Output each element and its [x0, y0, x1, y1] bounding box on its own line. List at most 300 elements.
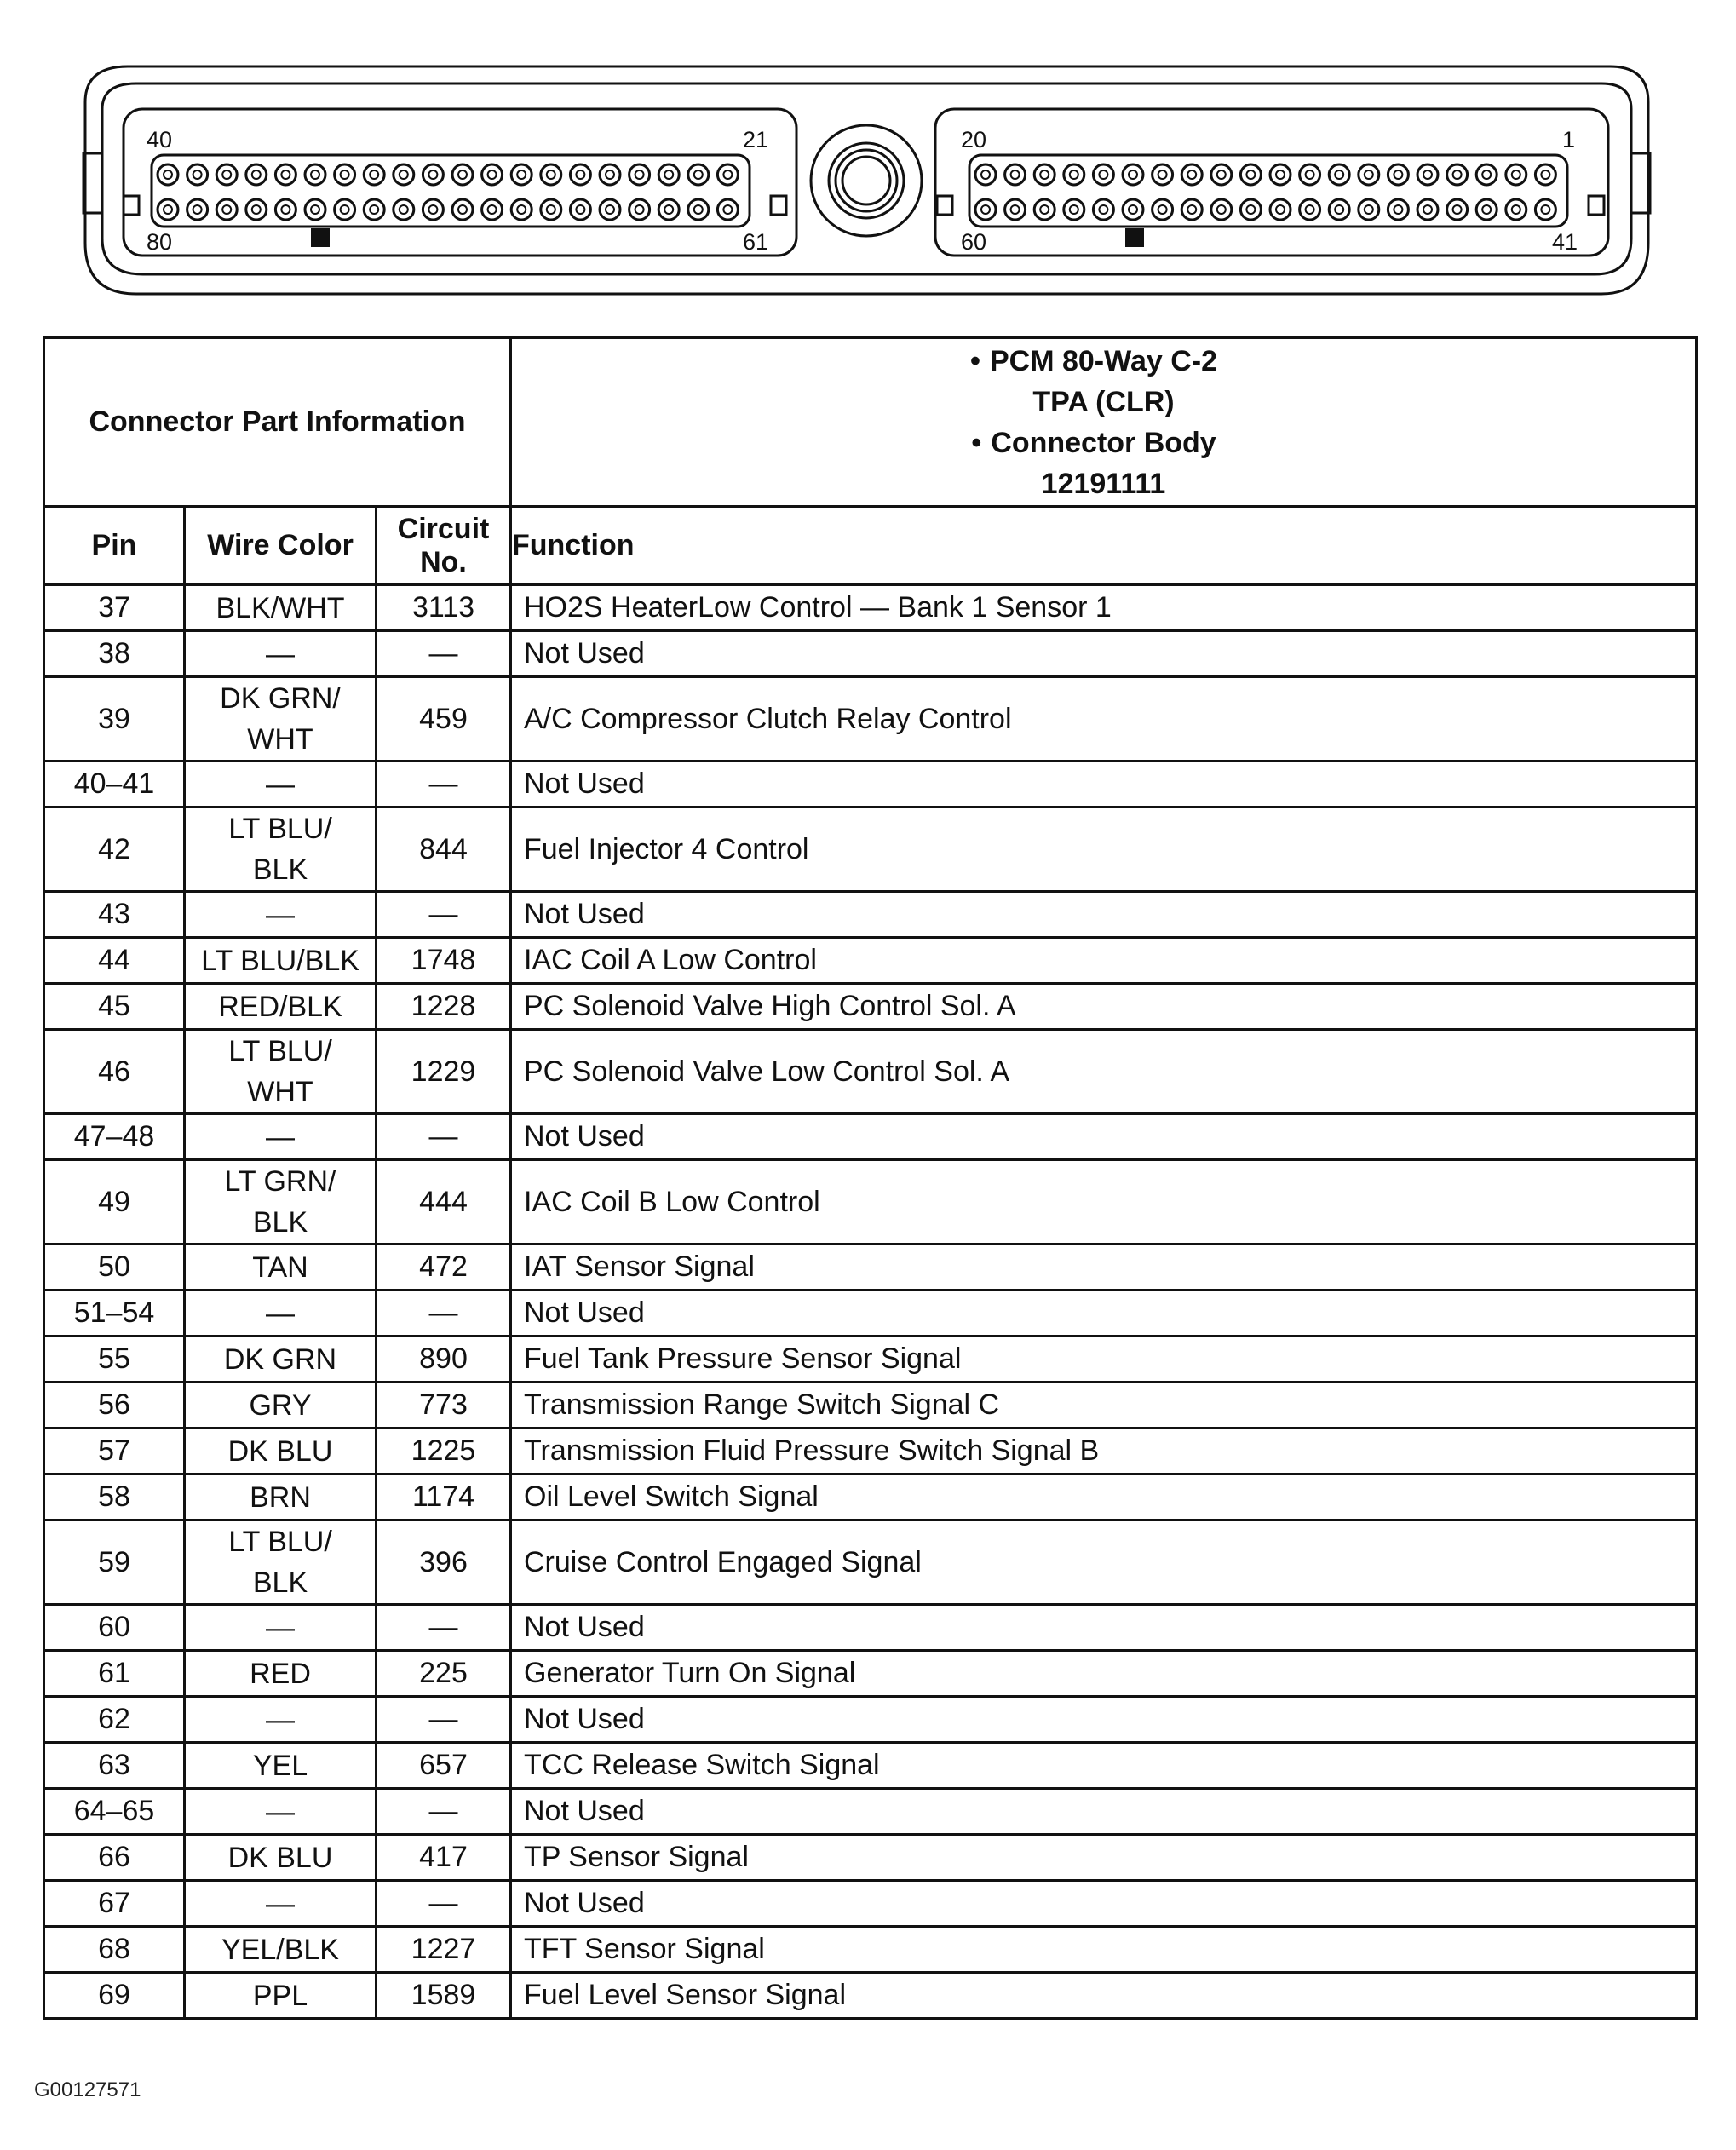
- table-row: [44, 1973, 1697, 2019]
- left-bottom-pin-hole: [341, 205, 349, 214]
- wire-color-text: DK GRN: [223, 1342, 337, 1376]
- function-cell: Not Used: [511, 1605, 1697, 1651]
- left-top-pin-hole: [341, 170, 349, 179]
- right-bottom-pin: [1506, 199, 1526, 220]
- circuit-cell: 444: [377, 1160, 511, 1245]
- right-top-pin: [1535, 164, 1555, 185]
- left-top-pin-hole: [164, 170, 172, 179]
- right-bottom-pin-hole: [1040, 205, 1049, 214]
- wire-color-text: LT GRN/: [224, 1165, 336, 1198]
- table-row: [44, 1651, 1697, 1697]
- bullet: •: [970, 344, 980, 377]
- right-top-pin-hole: [1482, 170, 1491, 179]
- circuit-cell: 417: [377, 1835, 511, 1881]
- left-bottom-pin-hole: [281, 205, 290, 214]
- table-row: [44, 1030, 1697, 1114]
- circuit-cell: 1227: [377, 1927, 511, 1973]
- right-top-pin-hole: [1365, 170, 1373, 179]
- wire-color-text: —: [266, 898, 295, 931]
- left-top-pin: [452, 164, 473, 185]
- connector-housing-inner: [102, 83, 1631, 274]
- right-bottom-pin: [1093, 199, 1113, 220]
- wire-color-text: WHT: [247, 723, 313, 756]
- function-cell: Fuel Injector 4 Control: [511, 808, 1697, 892]
- part-info-text: PCM 80-Way C-2: [989, 344, 1218, 377]
- left-top-pin-hole: [222, 170, 231, 179]
- left-top-pin: [570, 164, 590, 185]
- function-cell: TFT Sensor Signal: [511, 1927, 1697, 1973]
- circuit-cell: —: [377, 1789, 511, 1835]
- pin-cell: 58: [44, 1475, 185, 1521]
- right-top-pin: [1034, 164, 1055, 185]
- wire-color-text: DK BLU: [227, 1841, 333, 1874]
- wire-color-text: LT BLU/: [228, 1035, 332, 1067]
- wire-color-text: GRY: [249, 1388, 312, 1422]
- table-row: [44, 677, 1697, 762]
- pin-cell: 51–54: [44, 1291, 185, 1337]
- function-cell: IAC Coil A Low Control: [511, 938, 1697, 984]
- right-bottom-pin-hole: [1541, 205, 1549, 214]
- part-info-line: [512, 341, 1695, 382]
- wire-color-text: WHT: [247, 1076, 313, 1108]
- left-top-pin-hole: [400, 170, 408, 179]
- right-top-pin: [1153, 164, 1173, 185]
- wire-color-cell: [185, 1973, 377, 2019]
- wire-color-text: PPL: [252, 1979, 308, 2012]
- left-top-pin-hole: [576, 170, 584, 179]
- left-top-pin-hole: [193, 170, 202, 179]
- function-cell: Not Used: [511, 762, 1697, 808]
- right-bottom-pin-hole: [1246, 205, 1255, 214]
- pin-cell: 50: [44, 1245, 185, 1291]
- circuit-cell: 1225: [377, 1429, 511, 1475]
- right-bottom-pin-hole: [1158, 205, 1167, 214]
- right-bottom-pin: [1240, 199, 1261, 220]
- wire-color-text: —: [266, 1703, 295, 1736]
- left-top-pin: [511, 164, 532, 185]
- left-bottom-pin: [688, 199, 709, 220]
- left-bottom-pin: [216, 199, 237, 220]
- right-top-pin-hole: [1306, 170, 1314, 179]
- figure-code: G00127571: [34, 2078, 141, 2101]
- wire-color-cell: [185, 1291, 377, 1337]
- right-top-pin: [1181, 164, 1202, 185]
- left-top-pin-hole: [635, 170, 644, 179]
- wire-color-text: —: [266, 1296, 295, 1330]
- left-top-pin-hole: [252, 170, 261, 179]
- wire-color-cell: [185, 1114, 377, 1160]
- wire-color-cell: [185, 631, 377, 677]
- left-top-pin-hole: [664, 170, 673, 179]
- function-cell: PC Solenoid Valve Low Control Sol. A: [511, 1030, 1697, 1114]
- wire-color-cell: [185, 1475, 377, 1521]
- left-top-pin: [629, 164, 650, 185]
- left-bottom-pin: [246, 199, 267, 220]
- right-bottom-pin: [1211, 199, 1232, 220]
- function-cell: TCC Release Switch Signal: [511, 1743, 1697, 1789]
- label-pin-80: 80: [147, 229, 173, 255]
- part-info-label: Connector Part Information: [44, 338, 511, 507]
- right-top-pin-hole: [1187, 170, 1196, 179]
- right-top-pin-hole: [1246, 170, 1255, 179]
- circuit-cell: —: [377, 1291, 511, 1337]
- left-top-pin: [364, 164, 384, 185]
- table-row: [44, 1697, 1697, 1743]
- wire-color-text: BLK: [252, 1567, 308, 1599]
- right-bottom-pin-hole: [1099, 205, 1107, 214]
- right-bottom-pin-hole: [1482, 205, 1491, 214]
- circuit-cell: —: [377, 762, 511, 808]
- left-bottom-pin: [452, 199, 473, 220]
- left-bottom-pin: [423, 199, 443, 220]
- wire-color-text: —: [266, 1795, 295, 1828]
- circuit-cell: 472: [377, 1245, 511, 1291]
- wire-color-cell: [185, 1881, 377, 1927]
- right-bottom-pin: [1300, 199, 1320, 220]
- circuit-cell: 396: [377, 1521, 511, 1605]
- label-pin-20: 20: [961, 127, 987, 152]
- left-bottom-pin-hole: [576, 205, 584, 214]
- right-top-pin-hole: [1423, 170, 1432, 179]
- center-bolt-ring2: [836, 150, 897, 211]
- table-row: [44, 1605, 1697, 1651]
- right-bottom-pin: [1417, 199, 1438, 220]
- polarization-key-right: [1125, 228, 1144, 247]
- function-cell: Not Used: [511, 1881, 1697, 1927]
- wire-color-cell: [185, 938, 377, 984]
- right-top-pin: [975, 164, 996, 185]
- wire-color-cell: [185, 1383, 377, 1429]
- right-bottom-pin-hole: [981, 205, 990, 214]
- pin-cell: 47–48: [44, 1114, 185, 1160]
- left-bottom-pin: [305, 199, 325, 220]
- left-top-pin-hole: [370, 170, 378, 179]
- wire-color-cell: [185, 1835, 377, 1881]
- table-row: [44, 1835, 1697, 1881]
- left-bottom-pin: [629, 199, 650, 220]
- pin-cell: 38: [44, 631, 185, 677]
- wire-color-cell: [185, 1605, 377, 1651]
- polarization-key-left: [311, 228, 330, 247]
- function-cell: Not Used: [511, 631, 1697, 677]
- right-top-pin: [1005, 164, 1026, 185]
- part-info-text: Connector Body: [991, 426, 1216, 459]
- circuit-cell: —: [377, 1605, 511, 1651]
- wire-color-cell: [185, 1245, 377, 1291]
- left-bottom-pin-hole: [222, 205, 231, 214]
- table-row: [44, 1475, 1697, 1521]
- right-top-pin-hole: [981, 170, 990, 179]
- right-top-pin: [1270, 164, 1291, 185]
- col-circuit-line1: Circuit: [397, 512, 490, 545]
- pin-cell: 57: [44, 1429, 185, 1475]
- col-circuit: [377, 507, 511, 585]
- function-cell: Transmission Fluid Pressure Switch Signal B: [511, 1429, 1697, 1475]
- left-bottom-pin-hole: [664, 205, 673, 214]
- left-top-pin-hole: [458, 170, 467, 179]
- connector-housing-outer: [85, 66, 1648, 294]
- right-top-pin: [1417, 164, 1438, 185]
- right-bottom-pin: [1329, 199, 1349, 220]
- wire-color-text: TAN: [252, 1250, 308, 1284]
- circuit-cell: 1228: [377, 984, 511, 1030]
- left-bottom-pin-hole: [164, 205, 172, 214]
- pin-cell: 46: [44, 1030, 185, 1114]
- right-top-pin: [1506, 164, 1526, 185]
- right-bottom-pin-hole: [1394, 205, 1402, 214]
- right-top-pin: [1093, 164, 1113, 185]
- right-bottom-pin-hole: [1512, 205, 1520, 214]
- left-bottom-pin: [335, 199, 355, 220]
- function-cell: PC Solenoid Valve High Control Sol. A: [511, 984, 1697, 1030]
- circuit-cell: 1229: [377, 1030, 511, 1114]
- label-pin-1: 1: [1562, 127, 1576, 152]
- circuit-cell: 773: [377, 1383, 511, 1429]
- pin-cell: 45: [44, 984, 185, 1030]
- wire-color-text: LT BLU/: [228, 813, 332, 845]
- right-top-pin-hole: [1158, 170, 1167, 179]
- left-bottom-pin-hole: [370, 205, 378, 214]
- right-bottom-pin: [1153, 199, 1173, 220]
- right-bottom-pin: [1123, 199, 1143, 220]
- connector-diagram: [0, 0, 1736, 315]
- function-cell: TP Sensor Signal: [511, 1835, 1697, 1881]
- left-bottom-pin: [541, 199, 561, 220]
- right-bottom-pin: [1388, 199, 1408, 220]
- right-top-pin: [1447, 164, 1468, 185]
- circuit-cell: —: [377, 1697, 511, 1743]
- table-row: [44, 762, 1697, 808]
- key-left-outer: [124, 196, 139, 215]
- table-row: [44, 1337, 1697, 1383]
- left-top-pin: [688, 164, 709, 185]
- left-bottom-pin-hole: [458, 205, 467, 214]
- circuit-cell: 890: [377, 1337, 511, 1383]
- pin-cell: 42: [44, 808, 185, 892]
- right-top-pin-hole: [1217, 170, 1226, 179]
- label-pin-61: 61: [743, 229, 769, 255]
- wire-color-text: —: [266, 767, 295, 801]
- right-bottom-pin: [1535, 199, 1555, 220]
- right-top-pin-hole: [1453, 170, 1462, 179]
- table-row: [44, 984, 1697, 1030]
- right-bottom-pin-hole: [1070, 205, 1078, 214]
- left-bottom-pin: [187, 199, 208, 220]
- left-top-pin: [600, 164, 620, 185]
- right-top-pin: [1300, 164, 1320, 185]
- right-top-pin: [1211, 164, 1232, 185]
- right-bottom-pin-hole: [1453, 205, 1462, 214]
- right-bottom-pin: [1270, 199, 1291, 220]
- function-cell: Transmission Range Switch Signal C: [511, 1383, 1697, 1429]
- pin-cell: 63: [44, 1743, 185, 1789]
- left-bottom-pin: [600, 199, 620, 220]
- key-left-inner: [771, 196, 786, 215]
- part-info-line: [512, 382, 1695, 423]
- wire-color-cell: [185, 1789, 377, 1835]
- left-top-pin: [658, 164, 679, 185]
- wire-color-text: RED/BLK: [218, 990, 342, 1023]
- table-row: [44, 631, 1697, 677]
- right-top-pin-hole: [1070, 170, 1078, 179]
- left-bottom-pin-hole: [635, 205, 644, 214]
- pin-cell: 67: [44, 1881, 185, 1927]
- left-bottom-pin: [275, 199, 296, 220]
- pin-cell: 44: [44, 938, 185, 984]
- wire-color-text: BLK: [252, 854, 308, 886]
- wire-color-cell: [185, 1429, 377, 1475]
- wire-color-cell: [185, 762, 377, 808]
- part-info-text: 12191111: [1041, 467, 1166, 500]
- left-bottom-pin: [394, 199, 414, 220]
- function-cell: IAT Sensor Signal: [511, 1245, 1697, 1291]
- part-info-row: [44, 338, 1697, 507]
- wire-color-text: LT BLU/BLK: [201, 944, 359, 977]
- pin-table: [43, 336, 1698, 2020]
- right-bottom-pin-hole: [1335, 205, 1343, 214]
- right-bottom-pin: [1359, 199, 1379, 220]
- wire-color-cell: [185, 1651, 377, 1697]
- left-top-pin: [275, 164, 296, 185]
- table-row: [44, 892, 1697, 938]
- pin-cell: 64–65: [44, 1789, 185, 1835]
- right-top-pin: [1240, 164, 1261, 185]
- function-cell: Not Used: [511, 1697, 1697, 1743]
- circuit-cell: 657: [377, 1743, 511, 1789]
- right-bottom-pin: [975, 199, 996, 220]
- pin-cell: 49: [44, 1160, 185, 1245]
- column-header-row: [44, 507, 1697, 585]
- wire-color-cell: [185, 1927, 377, 1973]
- circuit-cell: 3113: [377, 585, 511, 631]
- circuit-cell: 1589: [377, 1973, 511, 2019]
- function-cell: Oil Level Switch Signal: [511, 1475, 1697, 1521]
- circuit-cell: —: [377, 892, 511, 938]
- left-bottom-pin-hole: [193, 205, 202, 214]
- left-cavity-block: [124, 109, 796, 256]
- right-top-pin-hole: [1541, 170, 1549, 179]
- wire-color-cell: [185, 984, 377, 1030]
- wire-color-cell: [185, 1337, 377, 1383]
- wire-color-text: DK GRN/: [220, 682, 341, 715]
- left-bottom-pin-hole: [488, 205, 497, 214]
- pin-cell: 69: [44, 1973, 185, 2019]
- table-row: [44, 585, 1697, 631]
- left-bottom-pin-hole: [694, 205, 703, 214]
- wire-color-text: —: [266, 1611, 295, 1644]
- pin-cell: 40–41: [44, 762, 185, 808]
- left-top-pin: [717, 164, 738, 185]
- left-bottom-pin-hole: [547, 205, 555, 214]
- part-info-line: [512, 423, 1695, 463]
- left-top-pin: [482, 164, 503, 185]
- wire-color-cell: [185, 1697, 377, 1743]
- circuit-cell: —: [377, 1114, 511, 1160]
- wire-color-cell: [185, 677, 377, 762]
- table-row: [44, 1160, 1697, 1245]
- pin-cell: 60: [44, 1605, 185, 1651]
- table-row: [44, 1881, 1697, 1927]
- wire-color-text: BLK/WHT: [216, 591, 345, 624]
- label-pin-41: 41: [1552, 229, 1578, 255]
- left-bottom-pin: [717, 199, 738, 220]
- circuit-cell: —: [377, 631, 511, 677]
- right-top-pin: [1123, 164, 1143, 185]
- left-top-pin: [246, 164, 267, 185]
- function-cell: HO2S HeaterLow Control — Bank 1 Sensor 1: [511, 585, 1697, 631]
- left-top-pin-hole: [606, 170, 614, 179]
- left-bottom-pin: [364, 199, 384, 220]
- right-bottom-pin: [1064, 199, 1084, 220]
- right-bottom-pin: [1005, 199, 1026, 220]
- circuit-cell: 1174: [377, 1475, 511, 1521]
- pin-cell: 62: [44, 1697, 185, 1743]
- col-wire-color: Wire Color: [185, 507, 377, 585]
- left-top-pin: [335, 164, 355, 185]
- function-cell: IAC Coil B Low Control: [511, 1160, 1697, 1245]
- wire-color-text: BLK: [252, 1206, 308, 1239]
- right-bottom-pin-hole: [1306, 205, 1314, 214]
- left-top-pin: [305, 164, 325, 185]
- left-top-pin-hole: [547, 170, 555, 179]
- wire-color-text: —: [266, 637, 295, 670]
- wire-color-text: —: [266, 1887, 295, 1920]
- right-top-pin-hole: [1129, 170, 1137, 179]
- wire-color-cell: [185, 585, 377, 631]
- center-bolt-ring3: [842, 157, 890, 204]
- label-pin-40: 40: [147, 127, 173, 152]
- right-top-pin-hole: [1011, 170, 1020, 179]
- col-circuit-line2: No.: [420, 545, 467, 578]
- right-top-pin-hole: [1099, 170, 1107, 179]
- left-bottom-pin-hole: [723, 205, 732, 214]
- right-bottom-pin-hole: [1365, 205, 1373, 214]
- part-info-text: TPA (CLR): [1032, 385, 1175, 418]
- col-function: Function: [511, 507, 1697, 585]
- circuit-cell: 459: [377, 677, 511, 762]
- left-top-pin-hole: [281, 170, 290, 179]
- center-bolt-ring1: [829, 143, 904, 218]
- left-bottom-pin: [658, 199, 679, 220]
- right-top-pin: [1388, 164, 1408, 185]
- function-cell: Cruise Control Engaged Signal: [511, 1521, 1697, 1605]
- pin-cell: 43: [44, 892, 185, 938]
- table-row: [44, 1927, 1697, 1973]
- left-top-pin-hole: [311, 170, 319, 179]
- left-top-pin-hole: [428, 170, 437, 179]
- right-bottom-pin-hole: [1423, 205, 1432, 214]
- pin-cell: 59: [44, 1521, 185, 1605]
- left-top-pin: [423, 164, 443, 185]
- left-bottom-pin-hole: [311, 205, 319, 214]
- function-cell: Generator Turn On Signal: [511, 1651, 1697, 1697]
- key-right-outer: [1589, 196, 1604, 215]
- left-bottom-pin: [158, 199, 178, 220]
- left-bottom-pin-hole: [428, 205, 437, 214]
- left-top-pin: [216, 164, 237, 185]
- wire-color-text: —: [266, 1120, 295, 1153]
- right-top-pin: [1329, 164, 1349, 185]
- wire-color-text: RED: [250, 1657, 311, 1690]
- col-pin: Pin: [44, 507, 185, 585]
- right-bottom-pin: [1476, 199, 1497, 220]
- function-cell: Fuel Tank Pressure Sensor Signal: [511, 1337, 1697, 1383]
- wire-color-text: YEL: [252, 1749, 308, 1782]
- left-bottom-pin-hole: [606, 205, 614, 214]
- wire-color-cell: [185, 1521, 377, 1605]
- table-row: [44, 1789, 1697, 1835]
- function-cell: Not Used: [511, 1114, 1697, 1160]
